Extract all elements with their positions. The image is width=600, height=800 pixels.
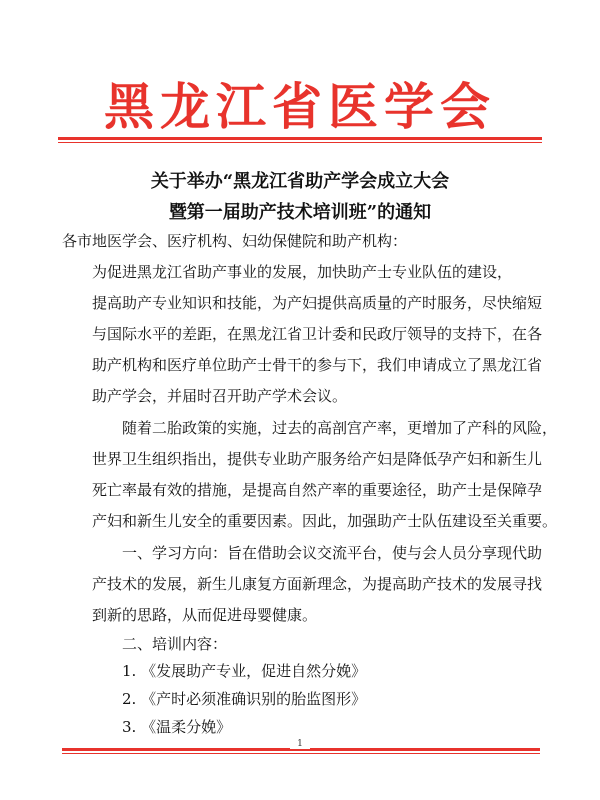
training-item-3: 3. 《温柔分娩》 <box>122 718 232 736</box>
paragraph-2-line-3: 死亡率最有效的措施，是提高自然产率的重要途径，助产士是保障孕 <box>92 481 543 499</box>
section-1-line-1: 一、学习方向：旨在借助会议交流平台，使与会人员分享现代助 <box>122 544 543 562</box>
notice-title-line-1: 关于举办“黑龙江省助产学会成立大会 <box>150 171 450 192</box>
paragraph-1-line-4: 助产机构和医疗单位助产士骨干的参与下，我们申请成立了黑龙江省 <box>92 356 543 374</box>
letterhead-rule-thin <box>58 142 542 143</box>
paragraph-2-line-2: 世界卫生组织指出，提供专业助产服务给产妇是降低孕产妇和新生儿 <box>92 450 543 468</box>
training-item-1: 1. 《发展助产专业，促进自然分娩》 <box>122 662 367 680</box>
paragraph-1-line-5: 助产学会，并届时召开助产学术会议。 <box>92 387 348 405</box>
page-number: 1 <box>290 740 310 749</box>
salutation: 各市地医学会、医疗机构、妇幼保健院和助产机构： <box>62 232 408 250</box>
section-1-line-3: 到新的思路，从而促进母婴健康。 <box>92 606 318 624</box>
section-2-heading: 二、培训内容： <box>122 635 228 653</box>
section-1-line-2: 产技术的发展，新生儿康复方面新理念，为提高助产技术的发展寻找 <box>92 575 543 593</box>
paragraph-2-line-4: 产妇和新生儿安全的重要因素。因此，加强助产士队伍建设至关重要。 <box>92 512 558 530</box>
paragraph-1-line-1: 为促进黑龙江省助产事业的发展，加快助产士专业队伍的建设， <box>92 263 513 281</box>
letterhead-rule-thick <box>58 137 542 140</box>
footer-rule-thin <box>62 753 540 754</box>
paragraph-2-line-1: 随着二胎政策的实施，过去的高剖宫产率，更增加了产科的风险， <box>122 419 558 437</box>
training-item-2: 2. 《产时必须准确识别的胎监图形》 <box>122 690 367 708</box>
letterhead-title: 黑龙江省医学会 <box>104 77 496 136</box>
paragraph-1-line-3: 与国际水平的差距，在黑龙江省卫计委和民政厅领导的支持下，在各 <box>92 325 543 343</box>
paragraph-1-line-2: 提高助产专业知识和技能，为产妇提供高质量的产时服务，尽快缩短 <box>92 294 543 312</box>
notice-title-line-2: 暨第一届助产技术培训班”的通知 <box>168 202 432 223</box>
